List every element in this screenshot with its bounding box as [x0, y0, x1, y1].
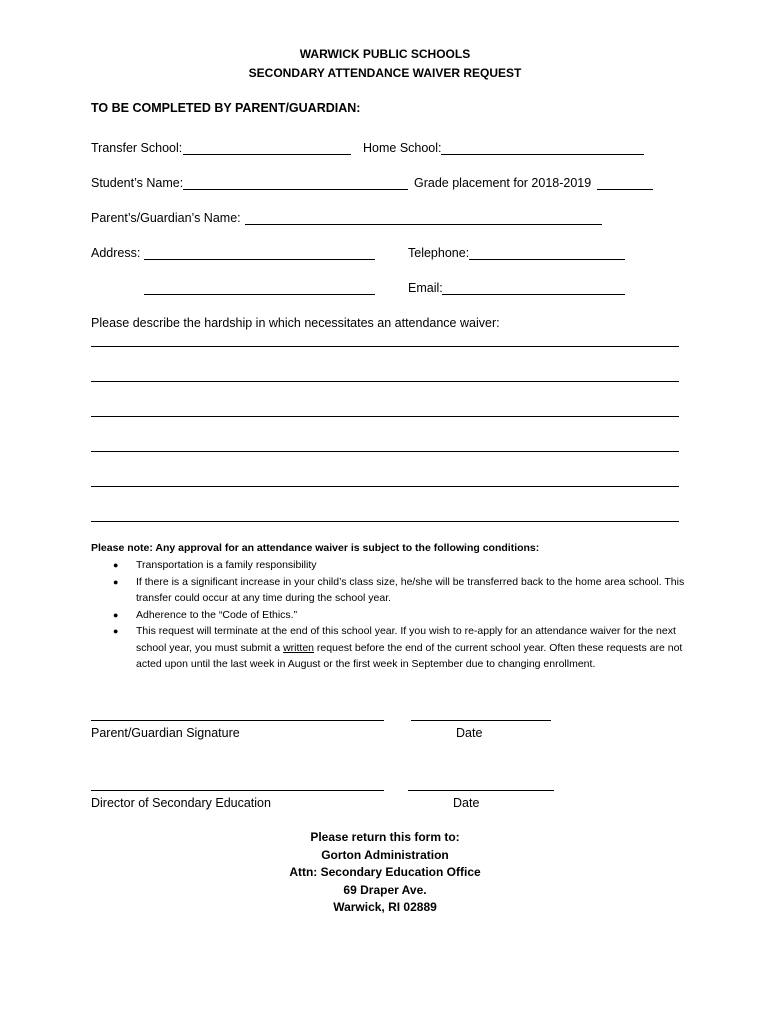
email-label: Email: [408, 281, 443, 295]
grade-placement-label: Grade placement for 2018-2019 [414, 176, 592, 190]
guardian-signature-line[interactable] [91, 720, 384, 721]
bullet-icon: ● [113, 626, 119, 636]
telephone-label: Telephone: [408, 246, 470, 260]
home-school-label: Home School: [363, 141, 442, 155]
org-name: WARWICK PUBLIC SCHOOLS [299, 47, 471, 61]
return-street: 69 Draper Ave. [343, 882, 427, 897]
grade-placement-field[interactable] [597, 189, 653, 190]
bullet-icon: ● [113, 576, 119, 587]
transfer-school-field[interactable] [183, 154, 351, 155]
hardship-line[interactable] [91, 486, 679, 487]
hardship-line[interactable] [91, 451, 679, 452]
conditions-title: Please note: Any approval for an attendance waiver is subject to the following conditions: [91, 542, 540, 554]
hardship-line[interactable] [91, 346, 679, 347]
director-signature-line[interactable] [91, 790, 384, 791]
director-date-label: Date [453, 796, 480, 810]
address-field[interactable] [144, 259, 375, 260]
address-line2-field[interactable] [144, 294, 375, 295]
condition-item: ● Adherence to the “Code of Ethics.” [91, 607, 691, 624]
guardian-name-label: Parent’s/Guardian’s Name: [91, 211, 241, 225]
bullet-icon: ● [113, 609, 119, 620]
director-date-line[interactable] [408, 790, 554, 791]
return-building: Gorton Administration [321, 847, 449, 862]
condition-item: ● If there is a significant increase in your child’s class size, he/she will be transferred back to the home area school. This transfer could occur at any time during the school year. [113, 575, 685, 604]
telephone-field[interactable] [469, 259, 625, 260]
return-attn: Attn: Secondary Education Office [289, 865, 481, 880]
hardship-line[interactable] [91, 416, 679, 417]
hardship-line[interactable] [91, 521, 679, 522]
transfer-school-label: Transfer School: [91, 141, 183, 155]
form-title: SECONDARY ATTENDANCE WAIVER REQUEST [248, 66, 522, 80]
written-emphasis: written [283, 641, 315, 654]
home-school-field[interactable] [441, 154, 644, 155]
guardian-date-line[interactable] [411, 720, 551, 721]
condition-item: ● This request will terminate at the end of this school year. If you wish to re-apply for an attendance waiver for the next school year, you must submit a written request before the end of the current school year. Often these requests are not acted upon until the last week in August or the first week in September due to changing enrollment. [113, 625, 683, 670]
hardship-prompt: Please describe the hardship in which necessitates an attendance waiver: [91, 316, 500, 330]
condition-item: ● Transportation is a family responsibility [91, 557, 691, 574]
return-city: Warwick, RI 02889 [333, 900, 437, 915]
return-heading: Please return this form to: [310, 830, 460, 844]
guardian-signature-label: Parent/Guardian Signature [91, 726, 240, 740]
hardship-line[interactable] [91, 381, 679, 382]
student-name-field[interactable] [183, 189, 408, 190]
guardian-name-field[interactable] [245, 224, 602, 225]
return-address [0, 829, 770, 917]
student-name-label: Student’s Name: [91, 176, 184, 190]
director-signature-label: Director of Secondary Education [91, 796, 271, 810]
guardian-date-label: Date [456, 726, 483, 740]
bullet-icon: ● [113, 560, 119, 570]
section-title: TO BE COMPLETED BY PARENT/GUARDIAN: [91, 101, 361, 115]
conditions-list [91, 557, 691, 673]
address-label: Address: [91, 246, 141, 260]
email-field[interactable] [442, 294, 625, 295]
